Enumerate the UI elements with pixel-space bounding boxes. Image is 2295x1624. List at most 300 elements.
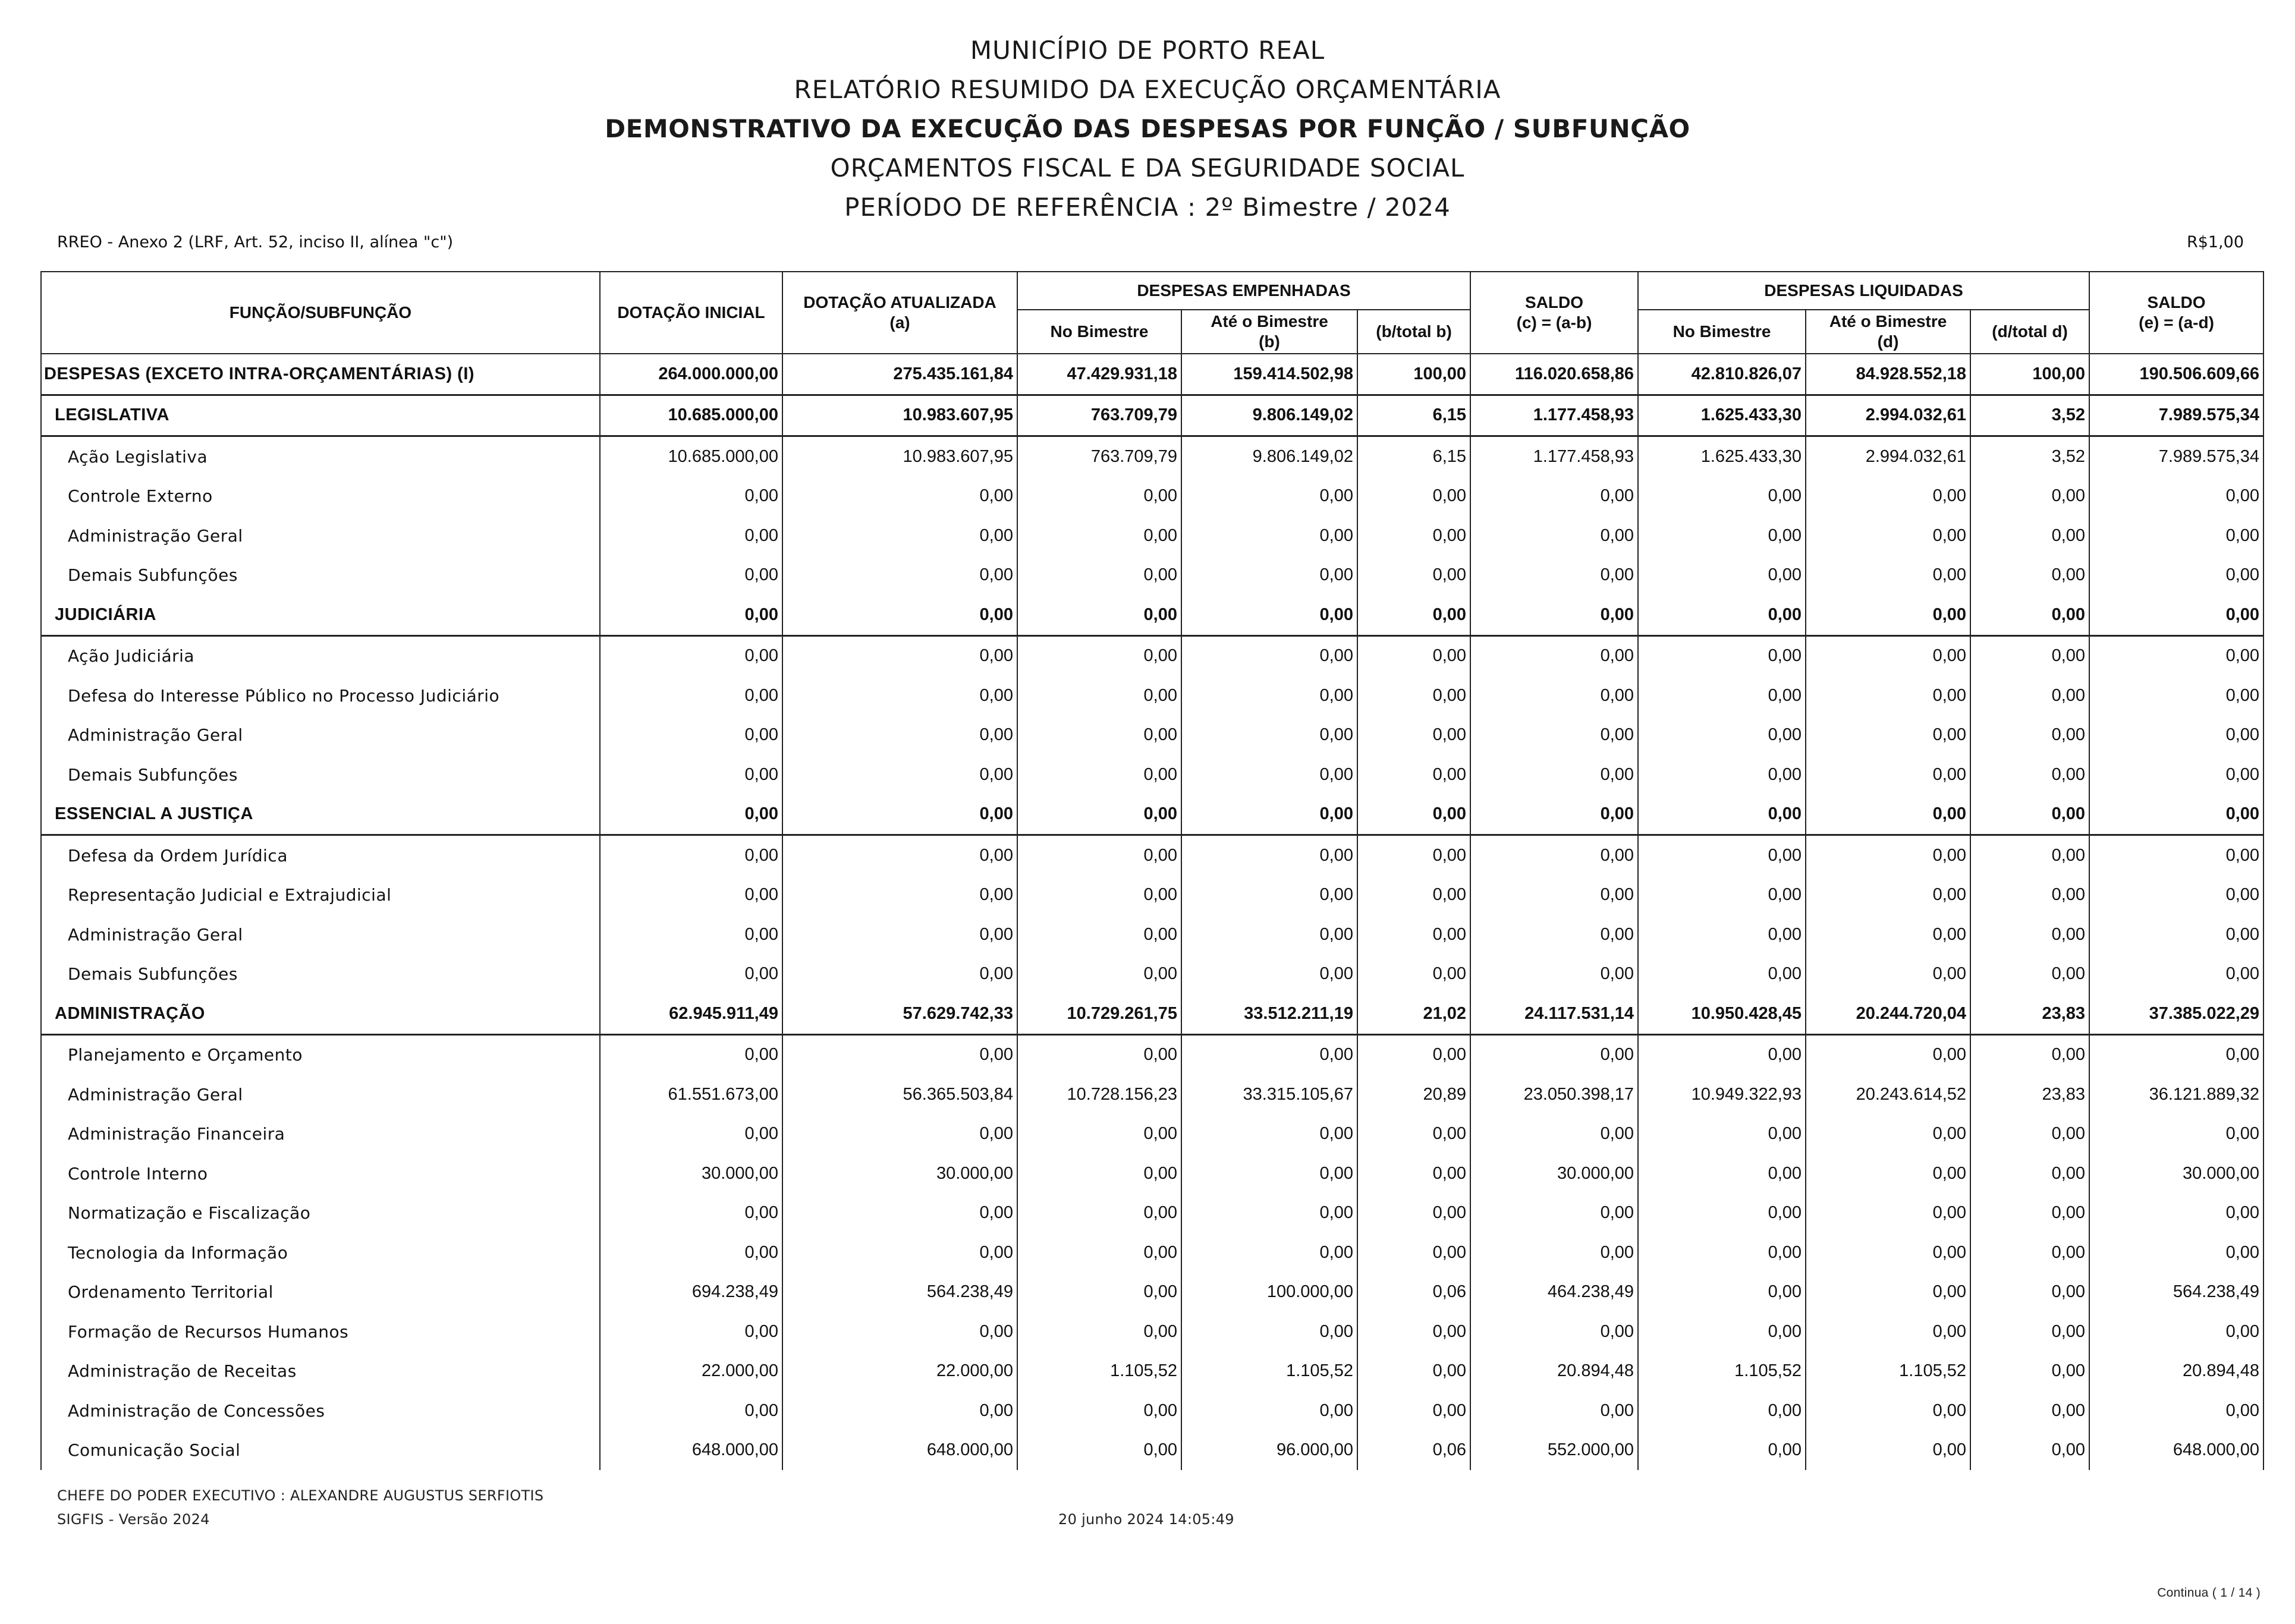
row-value: 648.000,00 [782, 1431, 1017, 1471]
col-dotacao-atualizada [782, 272, 1017, 354]
row-value: 62.945.911,49 [600, 994, 782, 1034]
row-value: 0,00 [1806, 595, 1970, 635]
row-value: 100,00 [1970, 354, 2089, 395]
row-value: 0,00 [782, 1391, 1017, 1431]
row-label: Tecnologia da Informação [41, 1233, 600, 1273]
table-body [41, 354, 2263, 1470]
row-value: 0,00 [600, 835, 782, 876]
row-value: 0,00 [1017, 1154, 1181, 1194]
row-value: 159.414.502,98 [1181, 354, 1357, 395]
row-value: 0,00 [1181, 716, 1357, 756]
row-value: 20.243.614,52 [1806, 1075, 1970, 1115]
row-value: 0,00 [782, 915, 1017, 955]
row-value: 0,00 [1357, 556, 1470, 596]
row-value: 694.238,49 [600, 1273, 782, 1313]
row-value: 0,00 [1017, 477, 1181, 517]
row-value: 33.315.105,67 [1181, 1075, 1357, 1115]
col-emp-no-bimestre: No Bimestre [1017, 310, 1181, 354]
row-value: 0,00 [1017, 635, 1181, 676]
row-value: 0,00 [2089, 595, 2263, 635]
col-liq-ate-bimestre-label: Até o Bimestre [1829, 312, 1947, 331]
row-value: 0,00 [1470, 716, 1638, 756]
row-value: 0,00 [1470, 795, 1638, 835]
row-value: 464.238,49 [1470, 1273, 1638, 1313]
funcao-row [41, 395, 2263, 436]
row-value: 0,00 [600, 595, 782, 635]
row-value: 0,00 [1806, 477, 1970, 517]
row-value: 20.894,48 [2089, 1352, 2263, 1392]
row-value: 0,00 [1970, 1233, 2089, 1273]
row-value: 0,00 [1017, 755, 1181, 795]
row-value: 0,00 [1470, 1034, 1638, 1075]
col-saldo-c-label: SALDO [1525, 293, 1584, 311]
row-value: 1.105,52 [1806, 1352, 1970, 1392]
row-value: 0,00 [1970, 1115, 2089, 1154]
subfuncao-row [41, 755, 2263, 795]
row-value: 0,00 [1017, 1194, 1181, 1233]
row-value: 0,00 [600, 876, 782, 915]
row-value: 552.000,00 [1470, 1431, 1638, 1471]
row-value: 0,00 [1357, 876, 1470, 915]
row-value: 1.625.433,30 [1638, 436, 1806, 477]
footer-chefe: CHEFE DO PODER EXECUTIVO : ALEXANDRE AUGUSTUS SERFIOTIS [57, 1487, 544, 1504]
row-value: 0,00 [1970, 1391, 2089, 1431]
row-label: Administração Geral [41, 915, 600, 955]
row-value: 0,00 [1357, 676, 1470, 716]
row-label: Normatização e Fiscalização [41, 1194, 600, 1233]
row-value: 0,00 [2089, 556, 2263, 596]
row-value: 0,00 [782, 635, 1017, 676]
subfuncao-row [41, 1194, 2263, 1233]
row-value: 0,00 [1638, 1194, 1806, 1233]
row-value: 0,00 [2089, 516, 2263, 556]
row-label: Administração de Concessões [41, 1391, 600, 1431]
subfuncao-row [41, 716, 2263, 756]
row-value: 10.728.156,23 [1017, 1075, 1181, 1115]
row-label: ADMINISTRAÇÃO [41, 994, 600, 1034]
col-group-liquidadas: DESPESAS LIQUIDADAS [1638, 272, 2089, 310]
relatorio-title: RELATÓRIO RESUMIDO DA EXECUÇÃO ORÇAMENTÁRIA [794, 75, 1501, 104]
row-value: 0,00 [1638, 1233, 1806, 1273]
row-value: 0,00 [1970, 1273, 2089, 1313]
row-value: 0,00 [782, 1233, 1017, 1273]
row-value: 0,00 [1638, 635, 1806, 676]
col-dotacao-atualizada-sub: (a) [889, 313, 910, 332]
row-value: 0,00 [1970, 1312, 2089, 1352]
row-value: 1.105,52 [1017, 1352, 1181, 1392]
row-value: 0,00 [1806, 795, 1970, 835]
row-value: 0,00 [600, 556, 782, 596]
row-value: 0,00 [1181, 477, 1357, 517]
row-label: LEGISLATIVA [41, 395, 600, 436]
row-value: 0,00 [782, 1194, 1017, 1233]
row-value: 0,00 [782, 1034, 1017, 1075]
row-value: 0,00 [1970, 556, 2089, 596]
row-value: 0,00 [1181, 835, 1357, 876]
row-value: 763.709,79 [1017, 436, 1181, 477]
row-value: 36.121.889,32 [2089, 1075, 2263, 1115]
row-value: 0,00 [782, 835, 1017, 876]
row-value: 648.000,00 [2089, 1431, 2263, 1471]
subfuncao-row [41, 516, 2263, 556]
row-value: 24.117.531,14 [1470, 994, 1638, 1034]
subfuncao-row [41, 477, 2263, 517]
col-dotacao-atualizada-label: DOTAÇÃO ATUALIZADA [803, 293, 996, 311]
row-value: 0,00 [1806, 676, 1970, 716]
row-value: 0,00 [1806, 1115, 1970, 1154]
row-value: 0,00 [1470, 595, 1638, 635]
row-value: 0,00 [1806, 516, 1970, 556]
row-value: 0,00 [1470, 676, 1638, 716]
row-value: 0,00 [1181, 1233, 1357, 1273]
row-value: 0,00 [1181, 1194, 1357, 1233]
row-value: 0,00 [1470, 835, 1638, 876]
row-value: 0,00 [1017, 676, 1181, 716]
row-value: 0,00 [1638, 556, 1806, 596]
row-value: 10.950.428,45 [1638, 994, 1806, 1034]
row-value: 0,00 [2089, 1034, 2263, 1075]
row-value: 0,00 [782, 955, 1017, 994]
row-value: 0,00 [782, 1312, 1017, 1352]
row-value: 0,00 [1017, 595, 1181, 635]
row-value: 0,00 [1806, 1233, 1970, 1273]
row-value: 7.989.575,34 [2089, 436, 2263, 477]
row-value: 21,02 [1357, 994, 1470, 1034]
row-value: 0,00 [1357, 1154, 1470, 1194]
row-label: Formação de Recursos Humanos [41, 1312, 600, 1352]
row-label: Administração Geral [41, 516, 600, 556]
row-value: 0,00 [1638, 676, 1806, 716]
row-label: Administração Financeira [41, 1115, 600, 1154]
row-value: 0,00 [782, 516, 1017, 556]
row-value: 0,00 [1181, 676, 1357, 716]
row-value: 0,00 [1181, 876, 1357, 915]
row-value: 0,00 [2089, 1233, 2263, 1273]
row-value: 0,00 [1806, 955, 1970, 994]
row-value: 0,00 [1357, 1233, 1470, 1273]
row-value: 0,00 [1357, 1115, 1470, 1154]
row-value: 0,00 [782, 716, 1017, 756]
row-value: 0,00 [1181, 556, 1357, 596]
row-value: 0,00 [1357, 1391, 1470, 1431]
row-value: 30.000,00 [2089, 1154, 2263, 1194]
row-value: 0,00 [1017, 556, 1181, 596]
row-value: 0,00 [1017, 876, 1181, 915]
col-emp-ate-bimestre-label: Até o Bimestre [1211, 312, 1328, 331]
row-label: Demais Subfunções [41, 556, 600, 596]
row-value: 2.994.032,61 [1806, 436, 1970, 477]
demonstrativo-title: DEMONSTRATIVO DA EXECUÇÃO DAS DESPESAS POR FUNÇÃO / SUBFUNÇÃO [605, 114, 1690, 143]
row-value: 0,00 [1638, 1312, 1806, 1352]
row-label: Controle Externo [41, 477, 600, 517]
col-liq-no-bimestre: No Bimestre [1638, 310, 1806, 354]
row-value: 648.000,00 [600, 1431, 782, 1471]
row-value: 0,00 [2089, 955, 2263, 994]
col-emp-ate-bimestre-sub: (b) [1259, 332, 1280, 351]
row-value: 0,00 [1470, 635, 1638, 676]
row-value: 190.506.609,66 [2089, 354, 2263, 395]
row-value: 0,00 [1470, 876, 1638, 915]
total-row [41, 354, 2263, 395]
row-value: 0,00 [782, 556, 1017, 596]
row-value: 1.625.433,30 [1638, 395, 1806, 436]
row-label: Planejamento e Orçamento [41, 1034, 600, 1075]
row-value: 23,83 [1970, 994, 2089, 1034]
col-liq-ate-bimestre-sub: (d) [1877, 332, 1899, 351]
row-value: 0,00 [1806, 1194, 1970, 1233]
subfuncao-row [41, 1391, 2263, 1431]
row-value: 264.000.000,00 [600, 354, 782, 395]
subfuncao-row [41, 1312, 2263, 1352]
row-value: 33.512.211,19 [1181, 994, 1357, 1034]
row-value: 0,00 [1970, 595, 2089, 635]
row-label: Demais Subfunções [41, 955, 600, 994]
row-value: 0,00 [1181, 955, 1357, 994]
row-value: 0,00 [600, 1233, 782, 1273]
row-value: 7.989.575,34 [2089, 395, 2263, 436]
subfuncao-row [41, 556, 2263, 596]
subfuncao-row [41, 915, 2263, 955]
row-value: 0,00 [782, 1115, 1017, 1154]
row-value: 9.806.149,02 [1181, 436, 1357, 477]
row-label: Defesa do Interesse Público no Processo Judiciário [41, 676, 600, 716]
row-value: 0,00 [1806, 1154, 1970, 1194]
row-value: 0,00 [1806, 1273, 1970, 1313]
row-value: 0,00 [600, 516, 782, 556]
footer-timestamp: 20 junho 2024 14:05:49 [1058, 1511, 1234, 1528]
row-value: 0,00 [1638, 755, 1806, 795]
row-label: ESSENCIAL A JUSTIÇA [41, 795, 600, 835]
row-value: 0,00 [2089, 1312, 2263, 1352]
row-value: 0,00 [2089, 676, 2263, 716]
funcao-row [41, 595, 2263, 635]
row-value: 0,00 [1181, 755, 1357, 795]
row-value: 0,00 [2089, 755, 2263, 795]
col-emp-pct: (b/total b) [1357, 310, 1470, 354]
periodo-title: PERÍODO DE REFERÊNCIA : 2º Bimestre / 2024 [844, 193, 1451, 222]
row-value: 0,00 [1357, 477, 1470, 517]
col-funcao: FUNÇÃO/SUBFUNÇÃO [41, 272, 600, 354]
row-value: 0,00 [1017, 1391, 1181, 1431]
row-value: 23,83 [1970, 1075, 2089, 1115]
row-value: 10.983.607,95 [782, 436, 1017, 477]
row-value: 0,00 [1638, 955, 1806, 994]
col-saldo-e [2089, 272, 2263, 354]
row-value: 0,00 [1638, 716, 1806, 756]
row-value: 0,00 [1017, 1115, 1181, 1154]
row-value: 30.000,00 [600, 1154, 782, 1194]
row-label: Ordenamento Territorial [41, 1273, 600, 1313]
row-value: 0,00 [1181, 1312, 1357, 1352]
row-value: 0,00 [1638, 1154, 1806, 1194]
row-value: 0,00 [1017, 716, 1181, 756]
row-value: 0,00 [1970, 1154, 2089, 1194]
expenses-table [40, 271, 2264, 1470]
row-value: 0,00 [1357, 755, 1470, 795]
row-value: 0,00 [1357, 795, 1470, 835]
row-value: 0,06 [1357, 1431, 1470, 1471]
subfuncao-row [41, 1352, 2263, 1392]
row-value: 0,00 [1357, 1312, 1470, 1352]
row-value: 56.365.503,84 [782, 1075, 1017, 1115]
funcao-row [41, 795, 2263, 835]
row-value: 0,00 [1470, 477, 1638, 517]
row-value: 6,15 [1357, 395, 1470, 436]
row-value: 0,00 [600, 1391, 782, 1431]
row-value: 0,00 [1970, 835, 2089, 876]
row-value: 96.000,00 [1181, 1431, 1357, 1471]
col-emp-ate-bimestre [1181, 310, 1357, 354]
row-value: 0,00 [1806, 915, 1970, 955]
row-value: 0,00 [600, 477, 782, 517]
row-value: 0,00 [1970, 955, 2089, 994]
subfuncao-row [41, 1034, 2263, 1075]
row-label: Administração Geral [41, 716, 600, 756]
subfuncao-row [41, 436, 2263, 477]
row-value: 0,00 [1806, 556, 1970, 596]
row-value: 0,00 [1357, 835, 1470, 876]
subfuncao-row [41, 955, 2263, 994]
row-value: 0,00 [1181, 915, 1357, 955]
row-value: 0,00 [1970, 716, 2089, 756]
row-value: 0,00 [1181, 595, 1357, 635]
row-value: 1.105,52 [1638, 1352, 1806, 1392]
row-value: 0,00 [1357, 955, 1470, 994]
row-value: 10.729.261,75 [1017, 994, 1181, 1034]
subfuncao-row [41, 1154, 2263, 1194]
row-value: 0,00 [1806, 635, 1970, 676]
row-value: 2.994.032,61 [1806, 395, 1970, 436]
row-label: Demais Subfunções [41, 755, 600, 795]
row-value: 0,00 [1017, 915, 1181, 955]
row-value: 0,00 [1181, 1115, 1357, 1154]
subfuncao-row [41, 635, 2263, 676]
row-value: 47.429.931,18 [1017, 354, 1181, 395]
row-value: 116.020.658,86 [1470, 354, 1638, 395]
col-liq-ate-bimestre [1806, 310, 1970, 354]
row-value: 0,00 [1181, 1154, 1357, 1194]
row-value: 0,00 [2089, 876, 2263, 915]
row-value: 0,00 [1470, 955, 1638, 994]
row-value: 0,00 [782, 477, 1017, 517]
row-value: 10.685.000,00 [600, 395, 782, 436]
row-value: 0,00 [1357, 635, 1470, 676]
row-value: 37.385.022,29 [2089, 994, 2263, 1034]
row-value: 0,00 [1470, 1115, 1638, 1154]
row-value: 0,00 [1357, 516, 1470, 556]
row-value: 0,00 [1638, 876, 1806, 915]
row-value: 61.551.673,00 [600, 1075, 782, 1115]
subfuncao-row [41, 1431, 2263, 1471]
col-dotacao-inicial: DOTAÇÃO INICIAL [600, 272, 782, 354]
row-value: 22.000,00 [600, 1352, 782, 1392]
row-value: 0,00 [600, 1194, 782, 1233]
row-value: 0,00 [1806, 1391, 1970, 1431]
report-titles [0, 31, 2295, 227]
row-value: 22.000,00 [782, 1352, 1017, 1392]
footer-continua: Continua ( 1 / 14 ) [2157, 1586, 2261, 1600]
row-value: 3,52 [1970, 395, 2089, 436]
row-value: 0,06 [1357, 1273, 1470, 1313]
row-value: 0,00 [1017, 1273, 1181, 1313]
row-value: 0,00 [1357, 1034, 1470, 1075]
row-value: 0,00 [1017, 516, 1181, 556]
row-value: 0,00 [1806, 835, 1970, 876]
row-value: 0,00 [1970, 1431, 2089, 1471]
footer-sigfis: SIGFIS - Versão 2024 [57, 1511, 210, 1528]
row-value: 0,00 [1806, 1034, 1970, 1075]
row-value: 10.983.607,95 [782, 395, 1017, 436]
row-value: 0,00 [1357, 915, 1470, 955]
row-value: 30.000,00 [1470, 1154, 1638, 1194]
subfuncao-row [41, 1075, 2263, 1115]
row-value: 6,15 [1357, 436, 1470, 477]
row-value: 0,00 [1970, 477, 2089, 517]
row-value: 0,00 [782, 876, 1017, 915]
col-group-empenhadas: DESPESAS EMPENHADAS [1017, 272, 1470, 310]
row-value: 23.050.398,17 [1470, 1075, 1638, 1115]
row-value: 0,00 [1970, 1034, 2089, 1075]
row-value: 0,00 [1806, 716, 1970, 756]
row-value: 0,00 [1638, 516, 1806, 556]
row-value: 0,00 [782, 755, 1017, 795]
row-value: 0,00 [1970, 915, 2089, 955]
subfuncao-row [41, 676, 2263, 716]
row-value: 0,00 [1970, 755, 2089, 795]
row-value: 20.894,48 [1470, 1352, 1638, 1392]
row-value: 9.806.149,02 [1181, 395, 1357, 436]
row-value: 0,00 [600, 1312, 782, 1352]
row-value: 84.928.552,18 [1806, 354, 1970, 395]
row-label: Comunicação Social [41, 1431, 600, 1471]
row-value: 0,00 [1806, 876, 1970, 915]
row-value: 0,00 [1806, 1431, 1970, 1471]
row-label: Representação Judicial e Extrajudicial [41, 876, 600, 915]
row-value: 0,00 [1638, 915, 1806, 955]
row-value: 0,00 [600, 755, 782, 795]
row-value: 0,00 [2089, 795, 2263, 835]
row-value: 0,00 [1017, 1233, 1181, 1273]
row-label: Ação Legislativa [41, 436, 600, 477]
row-value: 1.105,52 [1181, 1352, 1357, 1392]
row-value: 0,00 [1638, 477, 1806, 517]
row-value: 564.238,49 [782, 1273, 1017, 1313]
row-value: 0,00 [1470, 755, 1638, 795]
row-value: 0,00 [1970, 635, 2089, 676]
row-value: 0,00 [600, 676, 782, 716]
row-value: 0,00 [1970, 876, 2089, 915]
row-value: 0,00 [2089, 477, 2263, 517]
row-value: 0,00 [1638, 1115, 1806, 1154]
row-value: 42.810.826,07 [1638, 354, 1806, 395]
row-value: 10.949.322,93 [1638, 1075, 1806, 1115]
row-label: Ação Judiciária [41, 635, 600, 676]
subfuncao-row [41, 1115, 2263, 1154]
row-value: 100,00 [1357, 354, 1470, 395]
row-value: 0,00 [782, 795, 1017, 835]
row-value: 0,00 [782, 595, 1017, 635]
funcao-row [41, 994, 2263, 1034]
row-value: 1.177.458,93 [1470, 395, 1638, 436]
row-value: 0,00 [1017, 835, 1181, 876]
row-value: 0,00 [1357, 1194, 1470, 1233]
row-value: 0,00 [1017, 955, 1181, 994]
row-value: 0,00 [1970, 676, 2089, 716]
row-value: 0,00 [1638, 595, 1806, 635]
row-value: 0,00 [1357, 1352, 1470, 1392]
row-value: 0,00 [2089, 635, 2263, 676]
row-value: 0,00 [1970, 1194, 2089, 1233]
